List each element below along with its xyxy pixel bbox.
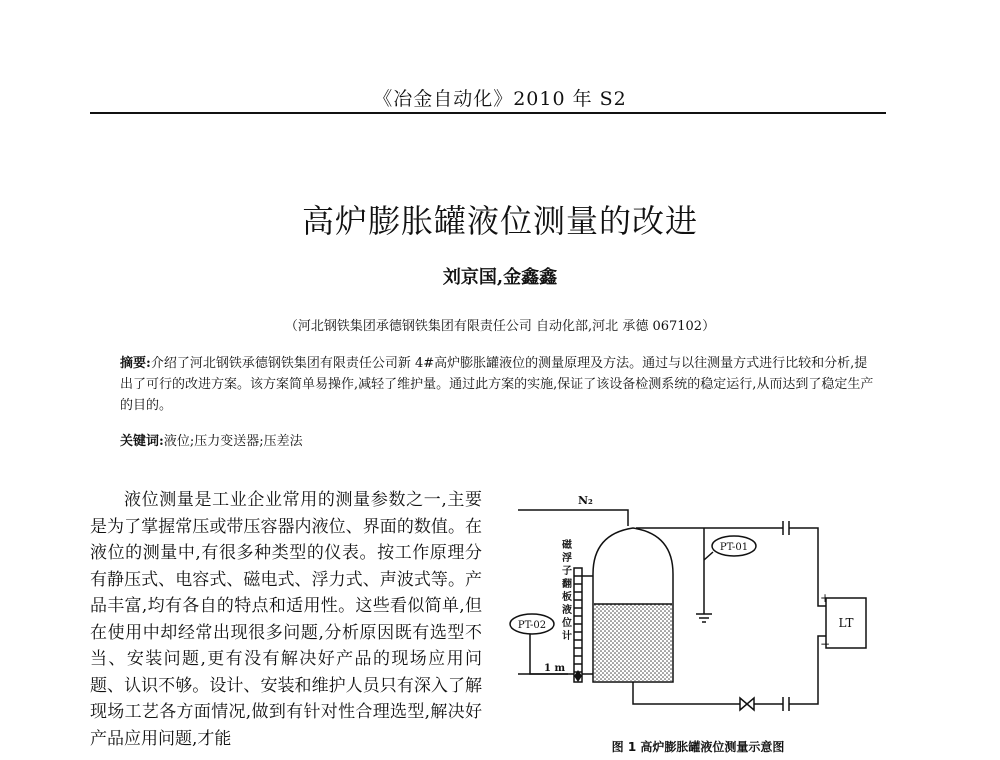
pt01-label: PT-01 [719, 542, 749, 553]
body-paragraph: 液位测量是工业企业常用的测量参数之一,主要是为了掌握常压或带压容器内液位、界面的数值。在液位的测量中,有很多种类型的仪表。按工作原理分有静压式、电容式、磁电式、浮力式、声波式等。产品丰富,均有各自的特点和适用性。这些看似简单,但在使用中却经常出现很多问题,分析原因既有选型不当、安装问题,更有没有解决好产品的现场应用问题、认识不够。设计、安装和维护人员只有深入了解现场工艺各方面情况,做到有针对性合理选型,解决好产品应用问题,才能 [90, 490, 482, 749]
abstract [120, 353, 880, 416]
n2-label: N₂ [578, 494, 593, 507]
svg-text:位: 位 [562, 618, 572, 629]
abstract-label: 摘要: [120, 356, 151, 371]
running-head: 《冶金自动化》2010 年 S2 [373, 88, 627, 110]
keywords-text: 液位;压力变送器;压差法 [163, 434, 303, 449]
lt-minus: − [820, 637, 831, 651]
low-pressure-line [633, 682, 740, 704]
pt02-label: PT-02 [517, 620, 547, 631]
keywords-label: 关键词: [120, 434, 164, 449]
svg-text:板: 板 [562, 592, 572, 603]
authors: 刘京国,金鑫鑫 [442, 267, 558, 288]
affiliation: （河北钢铁集团承德钢铁集团有限责任公司 自动化部,河北 承德 067102） [284, 319, 716, 334]
svg-text:磁: 磁 [562, 540, 572, 551]
svg-text:子: 子 [562, 566, 572, 577]
lt-label: LT [838, 616, 854, 630]
tank-liquid [594, 604, 672, 681]
one-meter-label: 1 m [544, 663, 566, 674]
lt-plus: + [820, 591, 831, 605]
svg-text:液: 液 [562, 605, 572, 616]
abstract-text: 介绍了河北钢铁承德钢铁集团有限责任公司新 4#高炉膨胀罐液位的测量原理及方法。通过与以往测量方式进行比较和分析,提出了可行的改进方案。该方案简单易操作,减轻了维护量。通过此方案的实施,保证了该设备检测系统的稳定运行,从而达到了稳定生产的目的。 [120, 356, 874, 413]
n2-line [518, 510, 628, 526]
svg-text:浮: 浮 [562, 553, 572, 564]
flip-gauge [574, 568, 582, 682]
figure-caption: 图 1 高炉膨胀罐液位测量示意图 [611, 740, 785, 754]
svg-text:计: 计 [562, 631, 572, 642]
svg-text:翻: 翻 [562, 579, 572, 590]
header-rule [90, 112, 886, 114]
paper-title: 高炉膨胀罐液位测量的改进 [301, 202, 698, 240]
figure-diagram [508, 486, 888, 730]
keywords [120, 430, 880, 449]
gauge-label [561, 538, 573, 642]
